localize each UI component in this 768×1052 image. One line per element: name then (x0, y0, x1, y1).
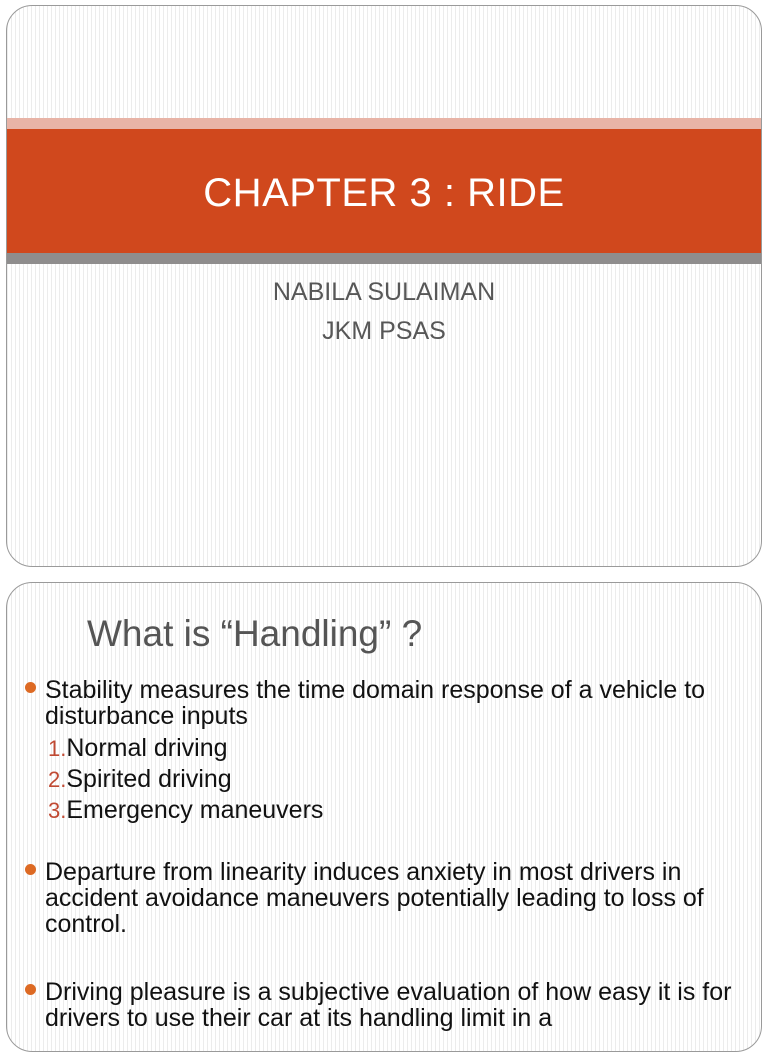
title-band-bottom-stripe (7, 253, 761, 264)
bullet-dot-icon (25, 682, 36, 693)
numbered-list (48, 733, 751, 826)
slide-heading: What is “Handling” ? (87, 613, 423, 654)
list-item-text: Emergency maneuvers (66, 796, 324, 824)
bullet-text: Stability measures the time domain response of a vehicle to disturbance inputs (45, 676, 706, 730)
list-item (48, 733, 751, 764)
bullet-text: Departure from linearity induces anxiety in most drivers in accident avoidance maneuvers potentially leading to loss of control. (45, 858, 704, 938)
list-number: 2. (48, 767, 67, 792)
title-slide (6, 5, 762, 567)
bullet-dot-icon (25, 984, 36, 995)
title-band-top-stripe (7, 118, 761, 129)
content-slide (6, 582, 762, 1052)
bullet-item (25, 859, 751, 937)
bullet-text: Driving pleasure is a subjective evaluation of how easy it is for drivers to use their car at its handling limit in a (45, 978, 732, 1032)
slide-title: CHAPTER 3 : RIDE (203, 170, 565, 215)
bullet-item (25, 979, 751, 1031)
list-number: 1. (48, 736, 67, 761)
bullet-dot-icon (25, 864, 36, 875)
list-item-text: Spirited driving (66, 765, 232, 793)
list-number: 3. (48, 798, 67, 823)
title-band (7, 129, 761, 253)
list-item-text: Normal driving (66, 734, 228, 762)
list-item (48, 795, 751, 826)
author-affiliation: JKM PSAS (322, 317, 446, 345)
author-name: NABILA SULAIMAN (272, 278, 496, 306)
bullet-item (25, 677, 751, 826)
list-item (48, 764, 751, 795)
